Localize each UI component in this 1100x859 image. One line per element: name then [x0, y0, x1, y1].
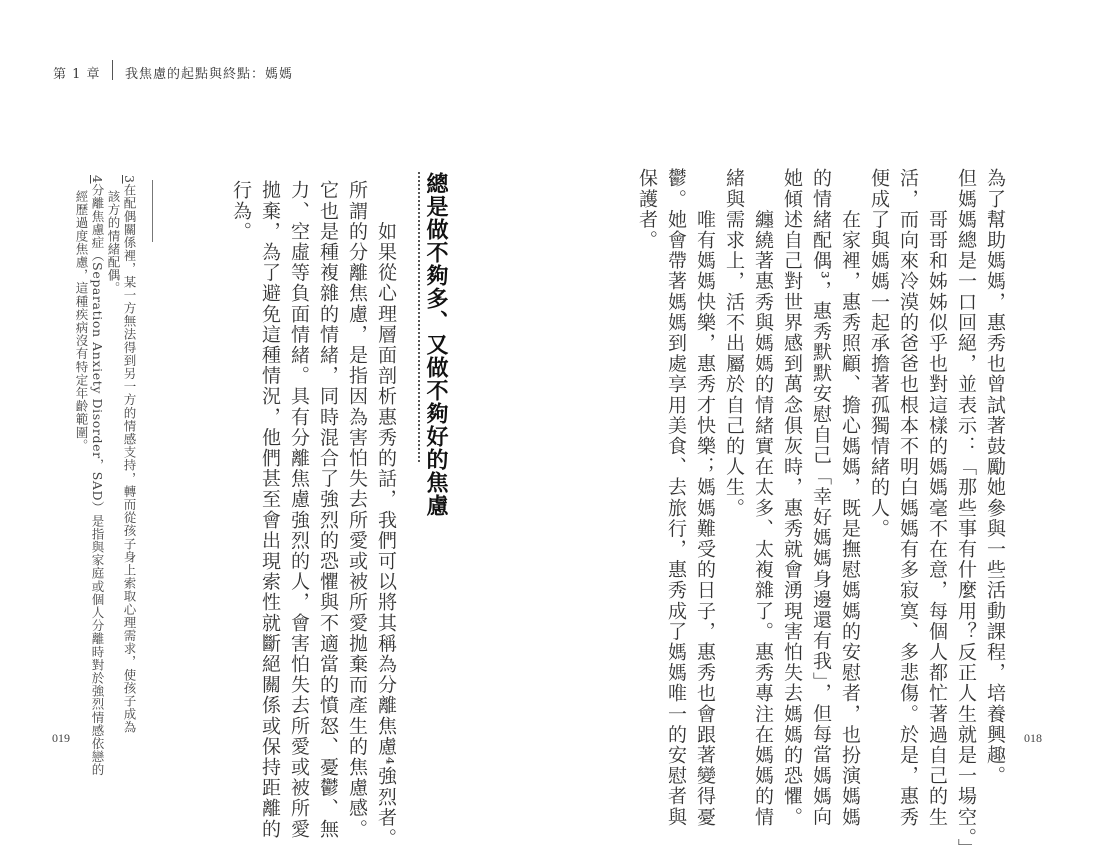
footnote-4-cont: 經歷過度焦慮，這種疾病沒有特定年齡範圍。 — [74, 190, 89, 452]
footnote-number: 3 — [122, 175, 137, 184]
footnote-separator — [152, 180, 153, 242]
footnote-text: 分離焦慮症（Separation Anxiety Disorder，SAD）是指與家庭或個人分離時對於強烈情感依戀的 — [90, 183, 105, 777]
text-line: 但媽媽總是一口回絕，並表示：「那些事有什麼用？反正人生就是一場空。」 — [955, 168, 977, 859]
footnote-number: 4 — [90, 175, 105, 184]
text-line: 力、空虛等負面情緒。具有分離焦慮強烈的人，會害怕失去所愛或被所愛 — [288, 180, 310, 840]
text-line: 纏繞著惠秀與媽媽的情緒實在太多、太複雜了。惠秀專注在媽媽的情 — [752, 168, 774, 828]
text-line: 活，而向來冷漠的爸爸也根本不明白媽媽有多寂寞、多悲傷。於是，惠秀 — [897, 168, 919, 828]
text-line: 唯有媽媽快樂，惠秀才快樂；媽媽難受的日子，惠秀也會跟著變得憂 — [694, 168, 716, 828]
footnote-3 — [122, 175, 137, 734]
page-number-right: 018 — [1024, 731, 1042, 745]
text-line: 所謂的分離焦慮，是指因為害怕失去所愛或被所愛拋棄而產生的焦慮感。 — [346, 180, 368, 840]
text-line: 為了幫助媽媽，惠秀也曾試著鼓勵她參與一些活動課程，培養興趣。 — [984, 168, 1006, 786]
text-line: 它也是種複雜的情緒，同時混合了強烈的恐懼與不適當的憤怒、憂鬱、無 — [317, 180, 339, 840]
text-line: 緒與需求上，活不出屬於自己的人生。 — [723, 168, 745, 519]
text-line: 她傾述自己對世界感到萬念俱灰時，惠秀就會湧現害怕失去媽媽的恐懼。 — [781, 168, 803, 828]
text-line: 的情緒配偶³，惠秀默默安慰自己「幸好媽媽身邊還有我」，但每當媽媽向 — [810, 168, 832, 827]
chapter-title: 我焦慮的起點與終點：媽媽 — [125, 67, 294, 82]
text-line: 如果從心理層面剖析惠秀的話，我們可以將其稱為分離焦慮⁴強烈者。 — [375, 180, 397, 849]
page-number-left: 019 — [52, 731, 70, 745]
footnote-4 — [90, 175, 105, 776]
section-heading: 總是做不夠多、又做不夠好的焦慮 — [423, 172, 449, 517]
text-line: 鬱。她會帶著媽媽到處享用美食、去旅行，惠秀成了媽媽唯一的安慰者與 — [665, 168, 687, 828]
text-line: 哥哥和姊姊似乎也對這樣的媽媽毫不在意，每個人都忙著過自己的生 — [926, 168, 948, 828]
footnote-text: 在配偶關係裡，某一方無法得到另一方的情感支持，轉而從孩子身上索取心理需求，使孩子成為 — [122, 183, 137, 734]
text-line: 便成了與媽媽一起承擔著孤獨情緒的人。 — [868, 168, 890, 539]
text-line: 在家裡，惠秀照顧、擔心媽媽，既是撫慰媽媽的安慰者，也扮演媽媽 — [839, 168, 861, 828]
header-divider — [112, 60, 113, 80]
heading-dotted-rule — [418, 172, 420, 462]
text-line: 保護者。 — [636, 168, 658, 251]
footnote-3-cont: 該方的情緒配偶。 — [106, 190, 121, 295]
chapter-label: 第 1 章 — [53, 67, 101, 82]
text-line: 拋棄，為了避免這種情況，他們甚至會出現索性就斷絕關係或保持距離的 — [259, 180, 281, 840]
text-line: 行為。 — [230, 180, 252, 242]
